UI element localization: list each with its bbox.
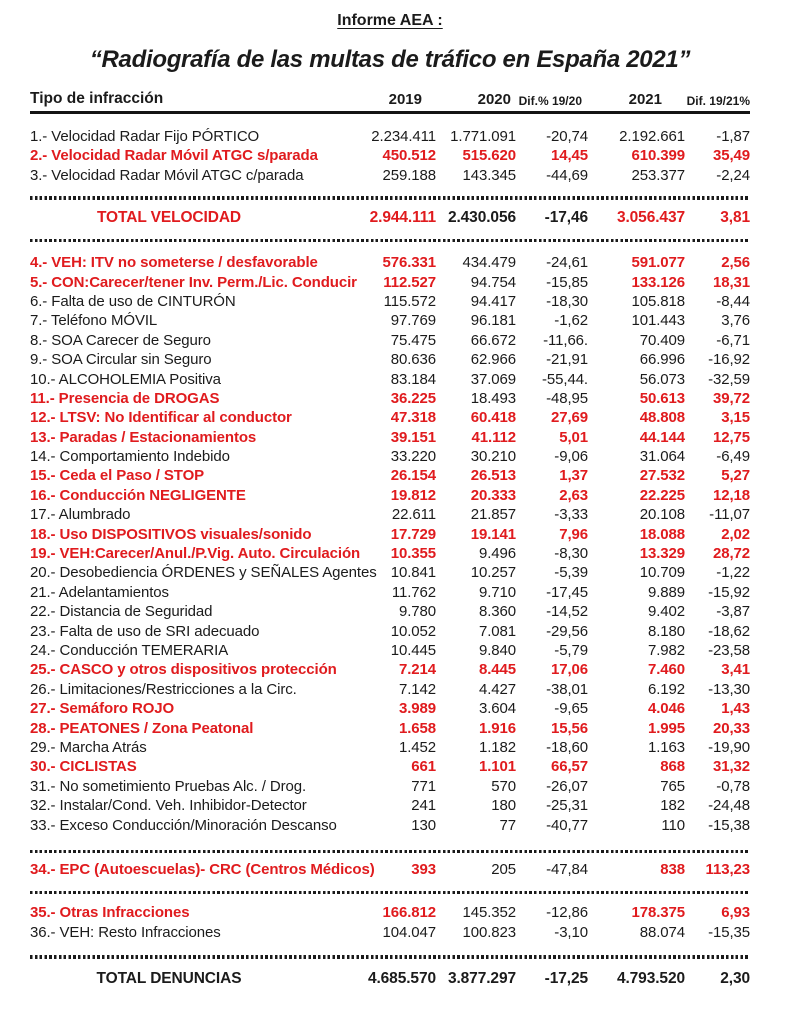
diff-19-20: -12,86 [546, 904, 588, 922]
value-2021: 70.409 [639, 331, 685, 349]
section-separator [30, 850, 750, 854]
diff-19-21: 39,72 [712, 389, 750, 407]
diff-19-21: -6,49 [716, 448, 750, 466]
table-row [30, 274, 750, 293]
infraction-label: 33.- Exceso Conducción/Minoración Descanso [30, 816, 337, 834]
diff-19-20: 2,63 [559, 486, 588, 504]
value-2019: 104.047 [382, 923, 436, 941]
value-2020: 143.345 [462, 166, 516, 184]
value-2020: 3.877.297 [447, 969, 516, 987]
value-2019: 7.214 [398, 661, 436, 679]
value-2020: 205 [491, 861, 516, 879]
value-2021: 7.982 [647, 641, 685, 659]
diff-19-20: -8,30 [554, 545, 588, 563]
diff-19-21: 3,81 [720, 208, 750, 226]
diff-19-21: -16,92 [708, 351, 750, 369]
column-header-2019: 2019 [388, 91, 422, 108]
table-row [30, 861, 750, 880]
diff-19-20: -17,25 [544, 969, 588, 987]
value-2020: 1.916 [478, 719, 516, 737]
infraction-label: 17.- Alumbrado [30, 506, 131, 524]
infraction-label: 28.- PEATONES / Zona Peatonal [30, 719, 254, 737]
value-2021: 31.064 [639, 448, 685, 466]
infraction-label: 7.- Teléfono MÓVIL [30, 312, 158, 330]
value-2020: 30.210 [470, 448, 516, 466]
diff-19-20: -3,10 [554, 923, 588, 941]
diff-19-20: 7,96 [559, 525, 588, 543]
diff-19-21: 2,30 [720, 969, 750, 987]
diff-19-20: -9,65 [554, 700, 588, 718]
section-separator [30, 196, 750, 200]
infraction-label: 26.- Limitaciones/Restricciones a la Circ. [30, 680, 297, 698]
value-2019: 1.658 [398, 719, 436, 737]
value-2019: 112.527 [383, 273, 436, 291]
value-2021: 838 [660, 861, 685, 879]
value-2019: 241 [411, 797, 436, 815]
infraction-label: 30.- CICLISTAS [30, 758, 137, 776]
diff-19-21: -0,78 [716, 777, 750, 795]
diff-19-20: -18,60 [546, 738, 588, 756]
infraction-label: 19.- VEH:Carecer/Anul./P.Vig. Auto. Circulación [30, 545, 361, 563]
table-row [30, 429, 750, 448]
value-2019: 97.769 [390, 312, 436, 330]
infraction-label: 16.- Conducción NEGLIGENTE [30, 486, 246, 504]
value-2019: 393 [411, 861, 436, 879]
diff-19-21: -3,87 [716, 603, 750, 621]
table-header-row [30, 90, 750, 114]
value-2020: 94.417 [470, 292, 516, 310]
diff-19-20: -5,39 [554, 564, 588, 582]
diff-19-20: -11,66. [543, 331, 588, 349]
diff-19-20: -38,01 [546, 680, 588, 698]
diff-19-20: -29,56 [546, 622, 588, 640]
table-total-row [30, 970, 750, 992]
diff-19-20: -17,45 [546, 583, 588, 601]
diff-19-20: -1,62 [554, 312, 588, 330]
diff-19-21: 18,31 [712, 273, 750, 291]
value-2020: 60.418 [470, 409, 516, 427]
diff-19-21: -13,30 [708, 680, 750, 698]
value-2021: 9.889 [647, 583, 685, 601]
column-header-diff-19-21: Dif. 19/21% [686, 94, 750, 108]
diff-19-21: -1,22 [716, 564, 750, 582]
diff-19-20: -20,74 [546, 128, 588, 145]
dashed-divider [30, 850, 750, 854]
value-2021: 50.613 [639, 389, 685, 407]
infraction-label: 32.- Instalar/Cond. Veh. Inhibidor-Detector [30, 797, 307, 815]
diff-19-20: 17,06 [550, 661, 588, 679]
value-2021: 10.709 [639, 564, 685, 582]
value-2021: 765 [660, 777, 685, 795]
value-2020: 515.620 [462, 147, 516, 165]
diff-19-21: 3,76 [721, 312, 750, 330]
infraction-label: 18.- Uso DISPOSITIVOS visuales/sonido [30, 525, 312, 543]
infraction-label: 21.- Adelantamientos [30, 583, 169, 601]
value-2019: 166.812 [382, 904, 436, 922]
value-2020: 96.181 [470, 312, 516, 330]
value-2021: 3.056.437 [616, 208, 685, 226]
infraction-label: 24.- Conducción TEMERARIA [30, 641, 229, 659]
value-2019: 17.729 [390, 525, 436, 543]
infraction-label: 27.- Semáforo ROJO [30, 700, 175, 718]
table-row [30, 409, 750, 428]
value-2021: 13.329 [639, 545, 685, 563]
table-row [30, 128, 750, 147]
value-2020: 2.430.056 [447, 208, 516, 226]
table-section [30, 128, 750, 186]
value-2020: 41.112 [471, 428, 516, 446]
value-2019: 9.780 [398, 603, 436, 621]
table-section [30, 861, 750, 880]
value-2019: 7.142 [398, 680, 436, 698]
value-2019: 661 [411, 758, 436, 776]
column-header-diff-19-20: Dif.% 19/20 [518, 94, 582, 108]
table-total-section [30, 209, 750, 231]
value-2021: 44.144 [639, 428, 685, 446]
table-row [30, 332, 750, 351]
infraction-label: 4.- VEH: ITV no someterse / desfavorable [30, 254, 318, 272]
value-2021: 9.402 [647, 603, 685, 621]
infraction-label: 25.- CASCO y otros dispositivos protección [30, 661, 337, 679]
diff-19-21: -1,87 [716, 128, 750, 145]
infraction-label: 8.- SOA Carecer de Seguro [30, 331, 211, 349]
value-2019: 771 [411, 777, 436, 795]
diff-19-20: -25,31 [546, 797, 588, 815]
table-row [30, 467, 750, 486]
value-2021: 591.077 [631, 254, 685, 272]
diff-19-21: -11,07 [709, 506, 750, 524]
table-row [30, 254, 750, 273]
table-row [30, 526, 750, 545]
value-2020: 1.101 [478, 758, 516, 776]
table-row [30, 312, 750, 331]
value-2020: 145.352 [462, 904, 516, 922]
value-2019: 11.762 [391, 583, 436, 601]
value-2019: 130 [411, 816, 436, 834]
value-2021: 105.818 [631, 292, 685, 310]
value-2019: 115.572 [383, 292, 436, 310]
value-2019: 1.452 [398, 738, 436, 756]
value-2020: 9.710 [478, 583, 516, 601]
table-row [30, 371, 750, 390]
table-section [30, 904, 750, 943]
dashed-divider [30, 196, 750, 200]
diff-19-20: -15,85 [546, 273, 588, 291]
table-row [30, 584, 750, 603]
diff-19-21: -32,59 [708, 370, 750, 388]
infraction-label: 14.- Comportamiento Indebido [30, 448, 230, 466]
diff-19-20: -44,69 [546, 166, 588, 184]
infraction-label: 36.- VEH: Resto Infracciones [30, 923, 221, 941]
dashed-divider [30, 239, 750, 243]
value-2020: 3.604 [478, 700, 516, 718]
infraction-label: 5.- CON:Carecer/tener Inv. Perm./Lic. Conducir [30, 273, 357, 291]
diff-19-21: -23,58 [708, 641, 750, 659]
value-2021: 2.192.661 [619, 128, 685, 145]
diff-19-20: 27,69 [550, 409, 588, 427]
diff-19-21: -15,92 [708, 583, 750, 601]
diff-19-20: 14,45 [550, 147, 588, 165]
report-label: Informe AEA : [337, 12, 443, 29]
table-row [30, 545, 750, 564]
dashed-divider [30, 891, 750, 895]
table-row [30, 603, 750, 622]
value-2020: 10.257 [470, 564, 516, 582]
table-row [30, 351, 750, 370]
section-separator [30, 239, 750, 243]
diff-19-21: 20,33 [712, 719, 750, 737]
value-2020: 94.754 [470, 273, 516, 291]
infraction-label: 1.- Velocidad Radar Fijo PÓRTICO [30, 128, 260, 145]
table-row [30, 487, 750, 506]
diff-19-20: -26,07 [546, 777, 588, 795]
value-2020: 77 [499, 816, 516, 834]
table-row [30, 147, 750, 166]
value-2019: 2.944.111 [369, 208, 436, 226]
table-row [30, 681, 750, 700]
value-2021: 20.108 [639, 506, 685, 524]
diff-19-20: -24,61 [546, 254, 588, 272]
value-2021: 101.443 [631, 312, 685, 330]
table-row [30, 623, 750, 642]
value-2019: 10.445 [390, 641, 436, 659]
value-2019: 33.220 [390, 448, 436, 466]
diff-19-20: -47,84 [546, 861, 588, 879]
value-2020: 1.182 [478, 738, 516, 756]
diff-19-21: 5,27 [721, 467, 750, 485]
column-header-infraction: Tipo de infracción [30, 90, 164, 107]
table-row [30, 642, 750, 661]
diff-19-21: 12,75 [712, 428, 750, 446]
value-2019: 83.184 [390, 370, 436, 388]
value-2021: 22.225 [639, 486, 685, 504]
diff-19-21: 113,23 [705, 861, 750, 879]
table-row [30, 817, 750, 836]
value-2021: 253.377 [631, 166, 685, 184]
value-2021: 133.126 [631, 273, 685, 291]
diff-19-20: -40,77 [546, 816, 588, 834]
diff-19-21: 3,15 [721, 409, 750, 427]
dashed-divider [30, 955, 750, 959]
section-separator [30, 891, 750, 895]
value-2019: 576.331 [382, 254, 436, 272]
value-2020: 8.445 [478, 661, 516, 679]
value-2020: 570 [491, 777, 516, 795]
infraction-label: 34.- EPC (Autoescuelas)- CRC (Centros Médicos) [30, 861, 375, 879]
value-2021: 610.399 [631, 147, 685, 165]
diff-19-21: 2,56 [721, 254, 750, 272]
value-2019: 3.989 [398, 700, 436, 718]
value-2021: 48.808 [639, 409, 685, 427]
value-2021: 8.180 [647, 622, 685, 640]
value-2019: 75.475 [390, 331, 436, 349]
value-2020: 1.771.091 [450, 128, 516, 145]
section-separator [30, 955, 750, 959]
table-total-row [30, 209, 750, 231]
diff-19-21: 1,43 [721, 700, 750, 718]
value-2021: 66.996 [639, 351, 685, 369]
value-2020: 9.840 [478, 641, 516, 659]
value-2020: 8.360 [478, 603, 516, 621]
value-2019: 10.355 [390, 545, 436, 563]
infraction-label: 35.- Otras Infracciones [30, 904, 190, 922]
diff-19-20: -14,52 [546, 603, 588, 621]
diff-19-20: 5,01 [559, 428, 588, 446]
diff-19-20: -5,79 [554, 641, 588, 659]
table-row [30, 924, 750, 943]
diff-19-20: -18,30 [546, 292, 588, 310]
infraction-label: 12.- LTSV: No Identificar al conductor [30, 409, 292, 427]
diff-19-20: -48,95 [546, 389, 588, 407]
page-title: “Radiografía de las multas de tráfico en España 2021” [89, 46, 691, 73]
value-2021: 7.460 [647, 661, 685, 679]
value-2020: 100.823 [462, 923, 516, 941]
diff-19-20: 66,57 [550, 758, 588, 776]
value-2020: 19.141 [470, 525, 516, 543]
value-2019: 10.052 [390, 622, 436, 640]
diff-19-21: 2,02 [721, 525, 750, 543]
value-2021: 4.046 [647, 700, 685, 718]
value-2020: 7.081 [478, 622, 516, 640]
diff-19-21: 3,41 [721, 661, 750, 679]
infraction-label: 13.- Paradas / Estacionamientos [30, 428, 257, 446]
infraction-label: 22.- Distancia de Seguridad [30, 603, 213, 621]
infraction-label: 2.- Velocidad Radar Móvil ATGC s/parada [30, 147, 318, 165]
value-2019: 47.318 [390, 409, 436, 427]
infraction-label: 15.- Ceda el Paso / STOP [30, 467, 205, 485]
value-2019: 36.225 [390, 389, 436, 407]
table-body [30, 128, 750, 992]
value-2021: 1.995 [647, 719, 685, 737]
diff-19-20: -21,91 [546, 351, 588, 369]
table-row [30, 904, 750, 923]
report-page [0, 12, 791, 992]
value-2019: 450.512 [382, 147, 436, 165]
diff-19-20: -17,46 [544, 208, 588, 226]
diff-19-21: -15,38 [708, 816, 750, 834]
value-2019: 22.611 [391, 506, 436, 524]
table-row [30, 564, 750, 583]
diff-19-21: -8,44 [716, 292, 750, 310]
infraction-label: 9.- SOA Circular sin Seguro [30, 351, 212, 369]
value-2019: 39.151 [390, 428, 436, 446]
diff-19-21: 28,72 [712, 545, 750, 563]
infraction-label: TOTAL DENUNCIAS [96, 969, 242, 987]
table-row [30, 448, 750, 467]
column-header-2021: 2021 [628, 91, 662, 108]
value-2021: 182 [660, 797, 685, 815]
table-row [30, 720, 750, 739]
table-total-section [30, 970, 750, 992]
diff-19-21: 12,18 [712, 486, 750, 504]
diff-19-21: -6,71 [716, 331, 750, 349]
diff-19-20: -9,06 [554, 448, 588, 466]
diff-19-21: -24,48 [708, 797, 750, 815]
infraction-label: 31.- No sometimiento Pruebas Alc. / Drog. [30, 777, 307, 795]
value-2020: 26.513 [470, 467, 516, 485]
value-2020: 20.333 [470, 486, 516, 504]
diff-19-21: -2,24 [716, 166, 750, 184]
value-2021: 868 [660, 758, 685, 776]
value-2020: 434.479 [462, 254, 516, 272]
value-2019: 80.636 [390, 351, 436, 369]
diff-19-20: 1,37 [559, 467, 588, 485]
value-2021: 110 [661, 816, 685, 834]
diff-19-21: -15,35 [708, 923, 750, 941]
value-2020: 18.493 [470, 389, 516, 407]
table-row [30, 739, 750, 758]
diff-19-21: -18,62 [708, 622, 750, 640]
value-2021: 88.074 [639, 923, 685, 941]
table-row [30, 797, 750, 816]
value-2021: 27.532 [639, 467, 685, 485]
table-row [30, 758, 750, 777]
infraction-label: 10.- ALCOHOLEMIA Positiva [30, 370, 221, 388]
diff-19-21: 31,32 [712, 758, 750, 776]
value-2019: 2.234.411 [371, 128, 436, 145]
diff-19-21: -19,90 [708, 738, 750, 756]
value-2021: 6.192 [647, 680, 685, 698]
table-row [30, 661, 750, 680]
value-2020: 180 [491, 797, 516, 815]
table-row [30, 700, 750, 719]
value-2019: 26.154 [390, 467, 436, 485]
value-2019: 4.685.570 [367, 969, 436, 987]
infraction-label: TOTAL VELOCIDAD [96, 208, 242, 226]
value-2020: 21.857 [470, 506, 516, 524]
value-2019: 19.812 [390, 486, 436, 504]
table-section [30, 254, 750, 836]
infraction-label: 29.- Marcha Atrás [30, 738, 147, 756]
value-2020: 4.427 [478, 680, 516, 698]
value-2019: 10.841 [390, 564, 436, 582]
value-2021: 18.088 [639, 525, 685, 543]
value-2020: 62.966 [470, 351, 516, 369]
table-row [30, 390, 750, 409]
value-2021: 178.375 [631, 904, 685, 922]
infraction-label: 11.- Presencia de DROGAS [30, 389, 220, 407]
diff-19-20: -3,33 [554, 506, 588, 524]
table-row [30, 778, 750, 797]
diff-19-21: 6,93 [721, 904, 750, 922]
value-2021: 1.163 [647, 738, 685, 756]
value-2021: 4.793.520 [616, 969, 685, 987]
table-row [30, 506, 750, 525]
table-row [30, 167, 750, 186]
value-2020: 37.069 [470, 370, 516, 388]
diff-19-20: 15,56 [550, 719, 588, 737]
value-2021: 56.073 [639, 370, 685, 388]
value-2020: 66.672 [470, 331, 516, 349]
infraction-label: 23.- Falta de uso de SRI adecuado [30, 622, 260, 640]
infraction-label: 3.- Velocidad Radar Móvil ATGC c/parada [30, 166, 304, 184]
value-2020: 9.496 [478, 545, 516, 563]
infraction-label: 20.- Desobediencia ÓRDENES y SEÑALES Agentes [30, 564, 377, 582]
infraction-label: 6.- Falta de uso de CINTURÓN [30, 292, 236, 310]
diff-19-21: 35,49 [712, 147, 750, 165]
table-row [30, 293, 750, 312]
diff-19-20: -55,44. [542, 370, 588, 388]
column-header-2020: 2020 [477, 91, 511, 108]
value-2019: 259.188 [382, 166, 436, 184]
